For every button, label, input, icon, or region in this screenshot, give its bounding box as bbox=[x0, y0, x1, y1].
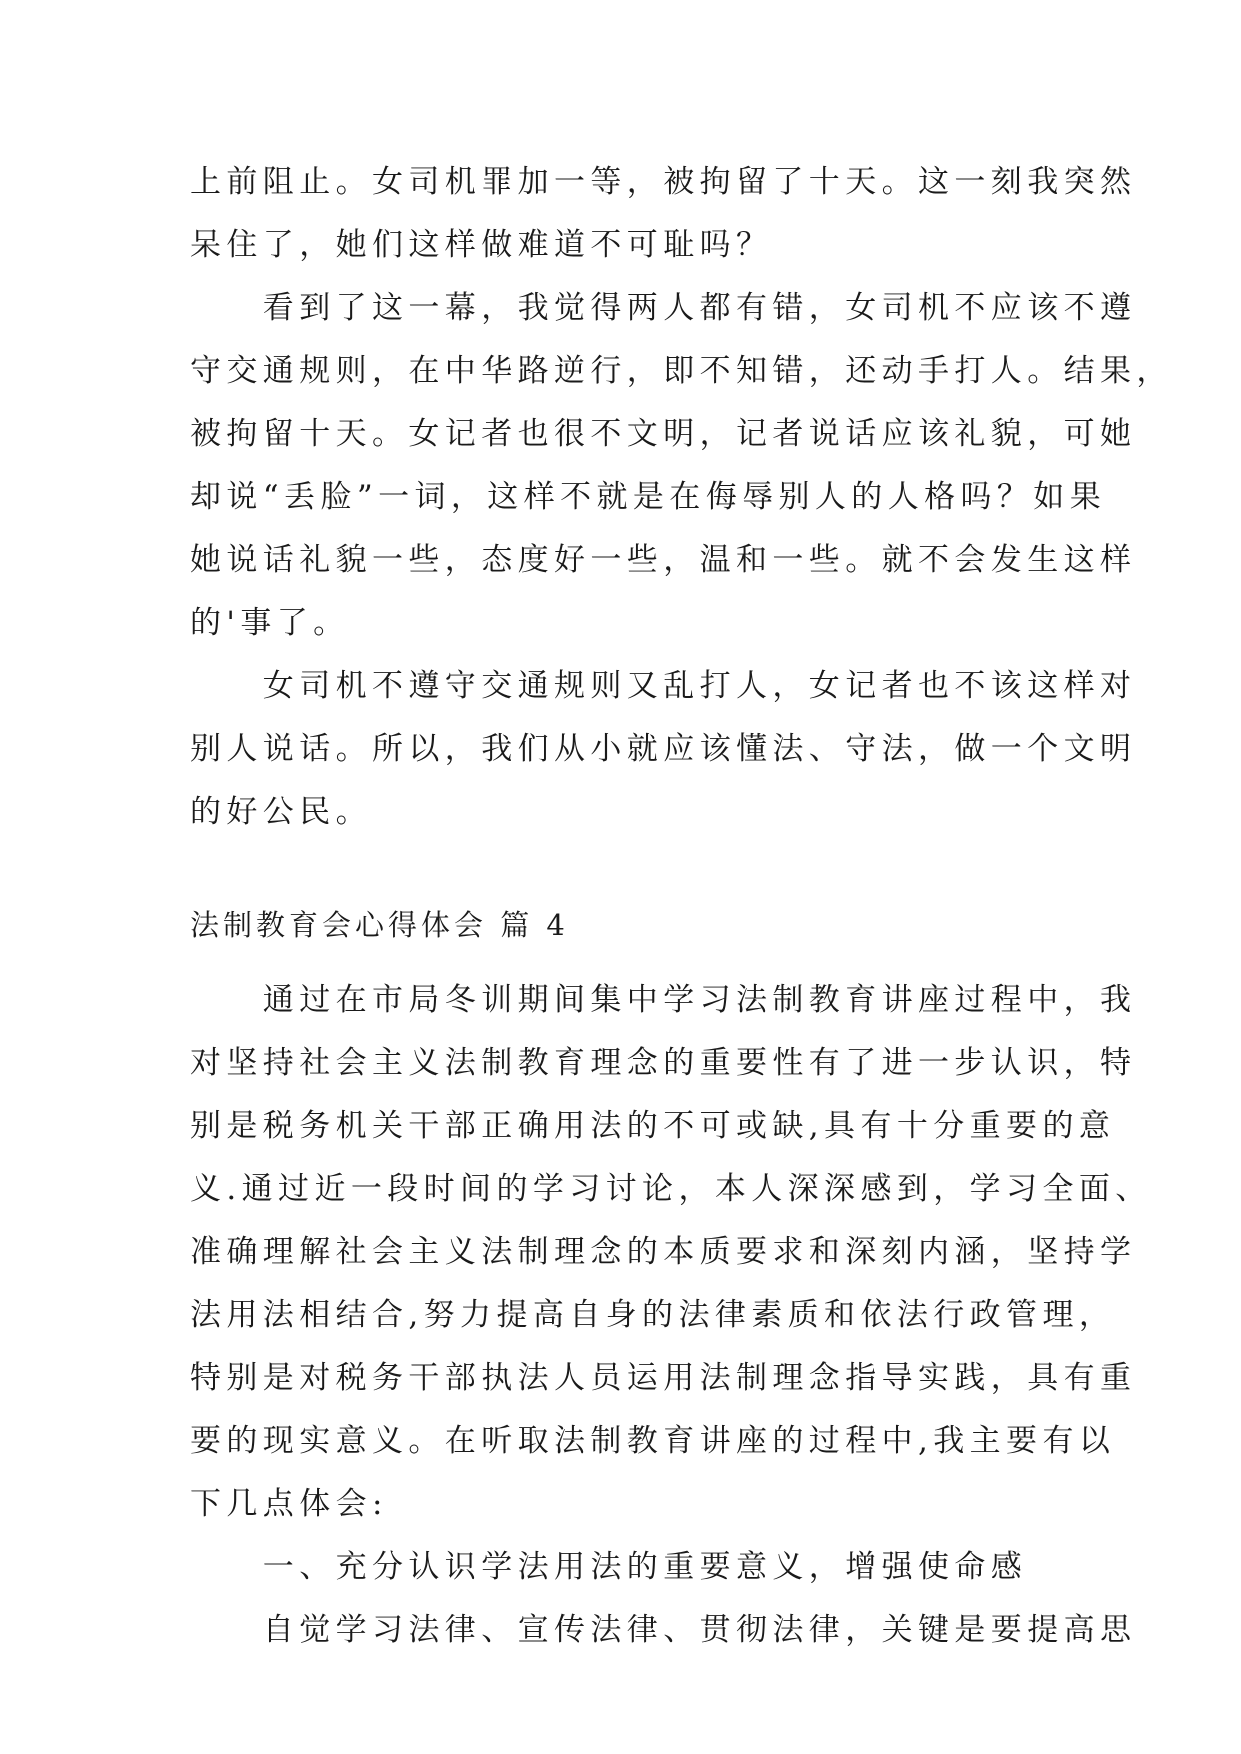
body-text-line: 通过在市局冬训期间集中学习法制教育讲座过程中，我 bbox=[190, 982, 1137, 1018]
body-text-line: 的好公民。 bbox=[190, 794, 372, 830]
body-text-line: 自觉学习法律、宣传法律、贯彻法律，关键是要提高思 bbox=[190, 1612, 1137, 1648]
body-text-line: 看到了这一幕，我觉得两人都有错，女司机不应该不遵 bbox=[190, 290, 1137, 326]
body-text-line: 别是税务机关干部正确用法的不可或缺,具有十分重要的意 bbox=[190, 1108, 1116, 1144]
body-text-line: 被拘留十天。女记者也很不文明，记者说话应该礼貌，可她 bbox=[190, 416, 1137, 452]
body-text-line: 守交通规则，在中华路逆行，即不知错，还动手打人。结果， bbox=[190, 353, 1173, 389]
body-text-line: 对坚持社会主义法制教育理念的重要性有了进一步认识，特 bbox=[190, 1045, 1137, 1081]
body-text-line: 一、充分认识学法用法的重要意义，增强使命感 bbox=[190, 1549, 1028, 1585]
body-text-line: 呆住了，她们这样做难道不可耻吗？ bbox=[190, 227, 773, 263]
body-text-line: 的'事了。 bbox=[190, 605, 350, 641]
body-text-line: 却说“丢脸”一词，这样不就是在侮辱别人的人格吗？如果 bbox=[190, 479, 1107, 515]
body-text-line: 下几点体会: bbox=[190, 1486, 388, 1522]
body-text-line: 义.通过近一段时间的学习讨论，本人深深感到，学习全面、 bbox=[190, 1171, 1152, 1207]
section-heading: 法制教育会心得体会 篇 4 bbox=[190, 908, 569, 942]
body-text-line: 她说话礼貌一些，态度好一些，温和一些。就不会发生这样 bbox=[190, 542, 1137, 578]
body-text-line: 别人说话。所以，我们从小就应该懂法、守法，做一个文明 bbox=[190, 731, 1137, 767]
body-text-line: 上前阻止。女司机罪加一等，被拘留了十天。这一刻我突然 bbox=[190, 164, 1137, 200]
body-text-line: 女司机不遵守交通规则又乱打人，女记者也不该这样对 bbox=[190, 668, 1137, 704]
body-text-line: 特别是对税务干部执法人员运用法制理念指导实践，具有重 bbox=[190, 1360, 1137, 1396]
body-text-line: 法用法相结合,努力提高自身的法律素质和依法行政管理， bbox=[190, 1297, 1116, 1333]
body-text-line: 要的现实意义。在听取法制教育讲座的过程中,我主要有以 bbox=[190, 1423, 1116, 1459]
body-text-line: 准确理解社会主义法制理念的本质要求和深刻内涵，坚持学 bbox=[190, 1234, 1137, 1270]
